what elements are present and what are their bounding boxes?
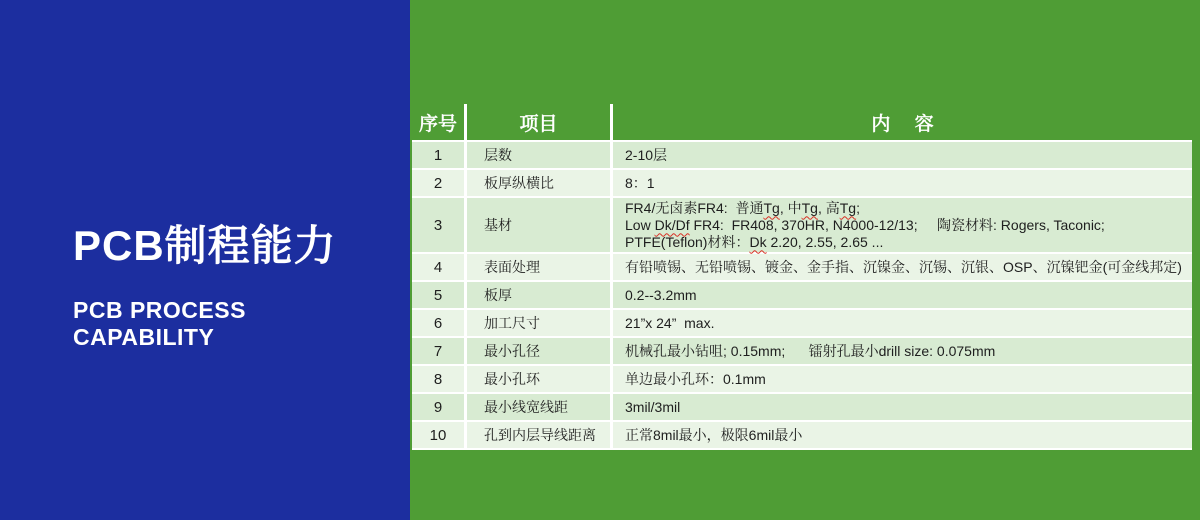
row-item: 加工尺寸 xyxy=(467,310,610,336)
row-no: 6 xyxy=(412,310,464,336)
row-item: 最小孔径 xyxy=(467,338,610,364)
row-content: 有铅喷锡、无铅喷锡、镀金、金手指、沉镍金、沉锡、沉银、OSP、沉镍钯金(可金线邦定) xyxy=(613,254,1192,280)
row-item: 最小孔环 xyxy=(467,366,610,392)
row-no: 8 xyxy=(412,366,464,392)
table-header-row xyxy=(412,104,1192,140)
table-row xyxy=(412,254,1192,280)
table-row xyxy=(412,170,1192,196)
right-green-panel xyxy=(410,0,1200,520)
page-subtitle-line2: CAPABILITY xyxy=(73,324,215,350)
left-blue-panel xyxy=(0,0,410,520)
row-no: 5 xyxy=(412,282,464,308)
header-content: 内 容 xyxy=(871,113,934,135)
table-row xyxy=(412,422,1192,448)
title-block xyxy=(73,213,337,351)
row-item: 孔到内层导线距离 xyxy=(467,422,610,448)
row-item: 板厚 xyxy=(467,282,610,308)
row-content: 21”x 24” max. xyxy=(613,310,1192,336)
row-item: 层数 xyxy=(467,142,610,168)
table-row xyxy=(412,282,1192,308)
row-content: FR4/无卤素FR4: 普通Tg, 中Tg, 高Tg; Low Dk/Df FR4: FR408, 370HR, N4000-12/13; 陶瓷材料: Rogers, Taconic; PTFE(Teflon)材料：Dk 2.20, 2.55, 2.65 ... xyxy=(613,198,1192,252)
row-no: 10 xyxy=(412,422,464,448)
row-no: 9 xyxy=(412,394,464,420)
row-item: 最小线宽线距 xyxy=(467,394,610,420)
table-row xyxy=(412,338,1192,364)
row-item: 板厚纵横比 xyxy=(467,170,610,196)
table-row xyxy=(412,366,1192,392)
row-content: 0.2--3.2mm xyxy=(613,282,1192,308)
row-no: 2 xyxy=(412,170,464,196)
row-content: 2-10层 xyxy=(613,142,1192,168)
row-content: 正常8mil最小，极限6mil最小 xyxy=(613,422,1192,448)
row-content: 8：1 xyxy=(613,170,1192,196)
capability-table xyxy=(412,104,1192,450)
row-item: 表面处理 xyxy=(467,254,610,280)
row-no: 4 xyxy=(412,254,464,280)
row-content: 单边最小孔环：0.1mm xyxy=(613,366,1192,392)
table-row xyxy=(412,310,1192,336)
header-item: 项目 xyxy=(467,104,613,140)
row-no: 1 xyxy=(412,142,464,168)
table-row xyxy=(412,142,1192,168)
page-title: PCB制程能力 xyxy=(73,222,337,269)
table-row xyxy=(412,198,1192,252)
page-subtitle-line1: PCB PROCESS xyxy=(73,297,246,323)
table-row xyxy=(412,394,1192,420)
row-no: 3 xyxy=(412,198,464,252)
header-no: 序号 xyxy=(412,104,467,140)
row-content: 3mil/3mil xyxy=(613,394,1192,420)
table-body xyxy=(412,140,1192,450)
row-item: 基材 xyxy=(467,198,610,252)
row-content: 机械孔最小钻咀; 0.15mm; 镭射孔最小drill size: 0.075mm xyxy=(613,338,1192,364)
row-no: 7 xyxy=(412,338,464,364)
page-subtitle xyxy=(73,297,337,351)
